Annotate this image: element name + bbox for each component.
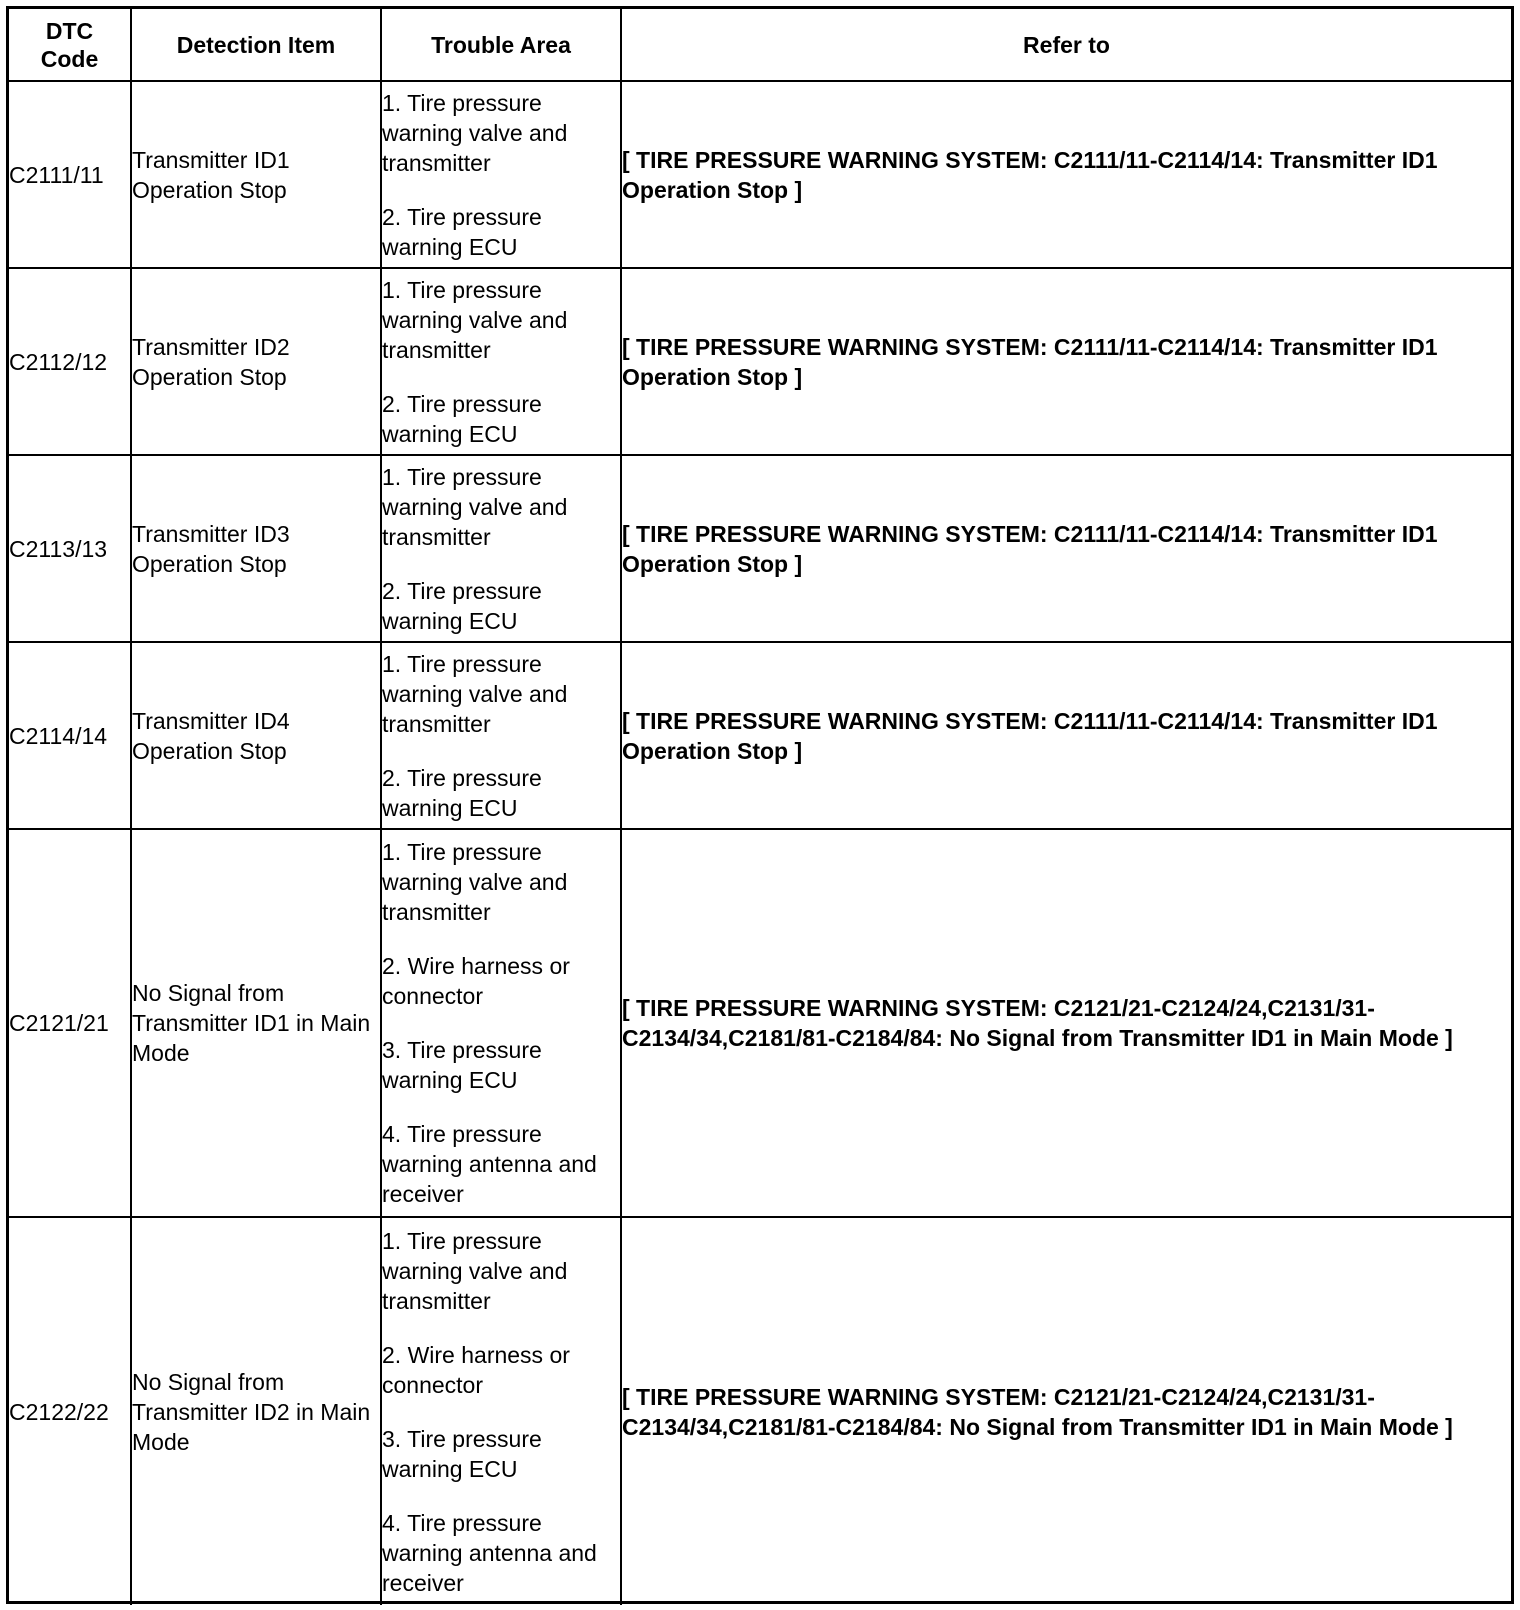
- trouble-area-item: 2. Tire pressure warning ECU: [382, 390, 542, 447]
- trouble-area-item: 1. Tire pressure warning valve and transmitter: [382, 1227, 568, 1314]
- header-dtc-code-line1: DTC: [45, 17, 94, 44]
- trouble-area-cell: [381, 268, 621, 455]
- detection-item-cell: No Signal from Transmitter ID1 in Main Mode: [131, 829, 381, 1217]
- table-row: [9, 642, 1511, 829]
- refer-to-link[interactable]: [ TIRE PRESSURE WARNING SYSTEM: C2111/11-C2114/14: Transmitter ID1 Operation Stop ]: [621, 268, 1511, 455]
- trouble-area-cell: [381, 642, 621, 829]
- trouble-area-cell: [381, 1217, 621, 1605]
- header-trouble-area: Trouble Area: [381, 9, 621, 81]
- trouble-area-item: 1. Tire pressure warning valve and transmitter: [382, 276, 568, 363]
- dtc-table: [9, 9, 1511, 1605]
- detection-item-cell: Transmitter ID1 Operation Stop: [131, 81, 381, 268]
- detection-item-cell: Transmitter ID2 Operation Stop: [131, 268, 381, 455]
- trouble-area-item: 2. Tire pressure warning ECU: [382, 764, 542, 821]
- refer-to-link[interactable]: [ TIRE PRESSURE WARNING SYSTEM: C2121/21-C2124/24,C2131/31-C2134/34,C2181/81-C2184/84: No Signal from Transmitter ID1 in Main Mode ]: [621, 829, 1511, 1217]
- table-row: [9, 829, 1511, 1217]
- dtc-chart-page: [6, 6, 1514, 1604]
- dtc-code-cell: C2114/14: [9, 642, 131, 829]
- trouble-area-item: 1. Tire pressure warning valve and transmitter: [382, 463, 568, 550]
- dtc-code-cell: C2121/21: [9, 829, 131, 1217]
- dtc-code-cell: C2113/13: [9, 455, 131, 642]
- detection-item-cell: Transmitter ID4 Operation Stop: [131, 642, 381, 829]
- trouble-area-cell: [381, 829, 621, 1217]
- trouble-area-item: 4. Tire pressure warning antenna and receiver: [382, 1509, 597, 1596]
- refer-to-link[interactable]: [ TIRE PRESSURE WARNING SYSTEM: C2111/11-C2114/14: Transmitter ID1 Operation Stop ]: [621, 455, 1511, 642]
- detection-item-cell: Transmitter ID3 Operation Stop: [131, 455, 381, 642]
- trouble-area-item: 1. Tire pressure warning valve and transmitter: [382, 650, 568, 737]
- trouble-area-item: 2. Tire pressure warning ECU: [382, 203, 542, 260]
- dtc-code-cell: C2111/11: [9, 81, 131, 268]
- trouble-area-cell: [381, 81, 621, 268]
- header-dtc-code: [9, 9, 131, 81]
- trouble-area-item: 2. Tire pressure warning ECU: [382, 577, 542, 634]
- trouble-area-item: 1. Tire pressure warning valve and transmitter: [382, 89, 568, 176]
- header-dtc-code-line2: Code: [40, 45, 99, 72]
- trouble-area-item: 2. Wire harness or connector: [382, 1341, 570, 1398]
- trouble-area-item: 1. Tire pressure warning valve and transmitter: [382, 839, 568, 925]
- trouble-area-item: 4. Tire pressure warning antenna and receiver: [382, 1121, 597, 1207]
- trouble-area-cell: [381, 455, 621, 642]
- refer-to-link[interactable]: [ TIRE PRESSURE WARNING SYSTEM: C2111/11-C2114/14: Transmitter ID1 Operation Stop ]: [621, 81, 1511, 268]
- table-row: [9, 1217, 1511, 1605]
- trouble-area-item: 2. Wire harness or connector: [382, 953, 570, 1009]
- refer-to-link[interactable]: [ TIRE PRESSURE WARNING SYSTEM: C2111/11-C2114/14: Transmitter ID1 Operation Stop ]: [621, 642, 1511, 829]
- table-row: [9, 455, 1511, 642]
- table-row: [9, 81, 1511, 268]
- trouble-area-item: 3. Tire pressure warning ECU: [382, 1425, 542, 1482]
- dtc-code-cell: C2122/22: [9, 1217, 131, 1605]
- trouble-area-item: 3. Tire pressure warning ECU: [382, 1037, 542, 1093]
- header-refer-to: Refer to: [621, 9, 1511, 81]
- refer-to-link[interactable]: [ TIRE PRESSURE WARNING SYSTEM: C2121/21-C2124/24,C2131/31-C2134/34,C2181/81-C2184/84: No Signal from Transmitter ID1 in Main Mode ]: [621, 1217, 1511, 1605]
- detection-item-cell: No Signal from Transmitter ID2 in Main Mode: [131, 1217, 381, 1605]
- dtc-code-cell: C2112/12: [9, 268, 131, 455]
- header-detection-item: Detection Item: [131, 9, 381, 81]
- table-row: [9, 268, 1511, 455]
- header-row: [9, 9, 1511, 81]
